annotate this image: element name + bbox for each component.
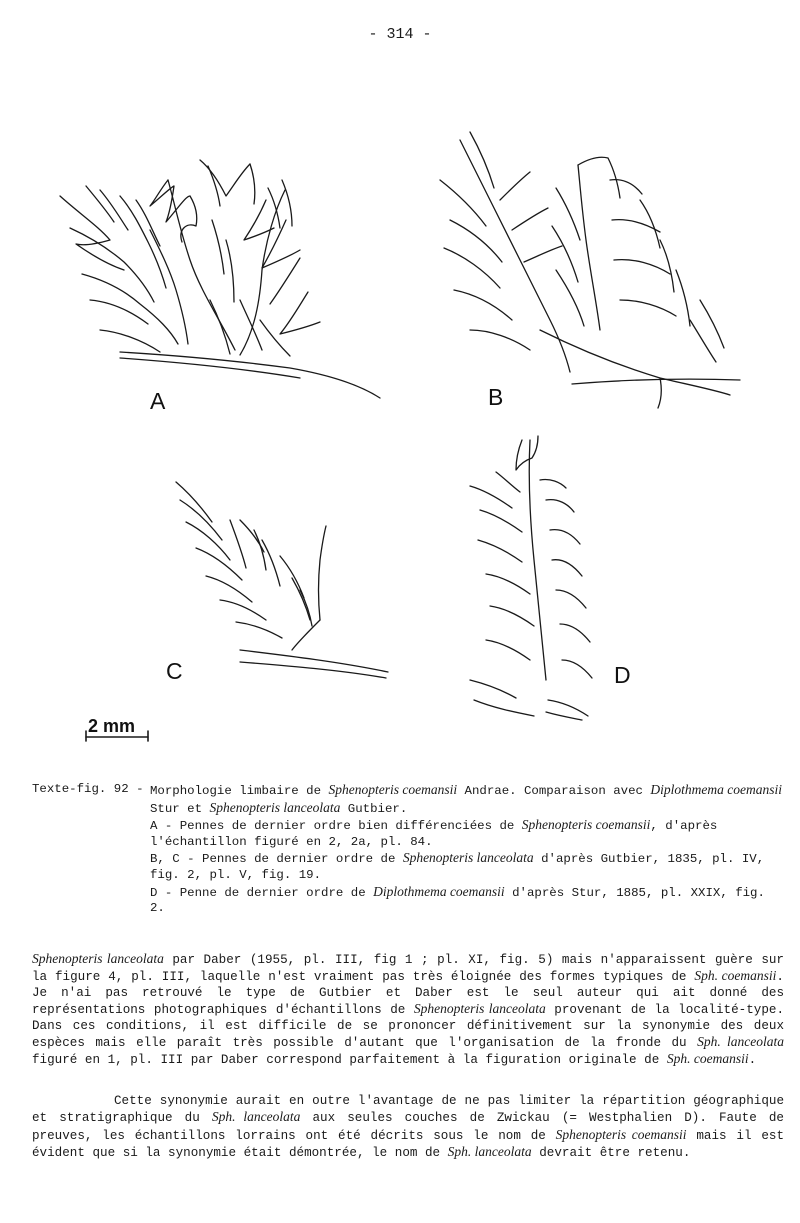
caption-head: Texte-fig. 92 - [32, 782, 144, 796]
drawing-b [440, 132, 740, 408]
caption-title: Morphologie limbaire de Sphenopteris coemansii Andrae. Comparaison avec Diplothmema coemansii Stur et Sphenopteris lanceolata Gutbier. [150, 782, 783, 816]
paragraph-2: Cette synonymie aurait en outre l'avantage de ne pas limiter la répartition géographique et stratigraphique du Sph. lanceolata aux seules couches de Zwickau (= Westphalien D). Faute de preuves, les échantillons lorrains ont été décrits sous le nom de Sphenopteris coemansii mais il est évident que si la synonymie était démontrée, le nom de Sph. lanceolata devrait être retenu. [32, 1094, 784, 1161]
drawing-d [470, 436, 592, 720]
scale-bar-label: 2 mm [88, 716, 136, 736]
figure-caption [32, 782, 782, 917]
drawing-c [176, 482, 388, 678]
paragraph-1: Sphenopteris lanceolata par Daber (1955, pl. III, fig 1 ; pl. XI, fig. 5) mais n'apparaissent guère sur la figure 4, pl. III, laquelle n'est vraiment pas très éloignée des formes typiques de Sph. coemansii. Je n'ai pas retrouvé le type de Gutbier et Daber est le seul auteur qui ait donné des représentations photographiques d'échantillons de Sphenopteris lanceolata provenant de la localité-type. Dans ces conditions, il est difficile de se prononcer définitivement sur la synonymie des deux espèces mais elle paraît très possible d'autant que l'organisation de la fronde du Sph. lanceolata figuré en 1, pl. III par Daber correspond parfaitement à la figuration originale de Sph. coemansii. [32, 951, 785, 1068]
figure-label-c: C [166, 658, 183, 684]
figure-label-b: B [488, 384, 504, 410]
figure-label-d: D [614, 662, 631, 688]
figure-label-a: A [150, 388, 166, 414]
caption-item-bc: B, C - Pennes de dernier ordre de Sphenopteris lanceolata d'après Gutbier, 1835, pl. IV, fig. 2, pl. V, fig. 19. [150, 850, 765, 882]
caption-item-d: D - Penne de dernier ordre de Diplothmema coemansii d'après Stur, 1885, pl. XXIX, fig. 2. [150, 883, 765, 916]
page-number: - 314 - [368, 26, 432, 43]
drawing-a [60, 160, 380, 398]
caption-item-a: A - Pennes de dernier ordre bien différenciées de Sphenopteris coemansii, d'après l'échantillon figuré en 2, 2a, pl. 84. [150, 817, 718, 849]
